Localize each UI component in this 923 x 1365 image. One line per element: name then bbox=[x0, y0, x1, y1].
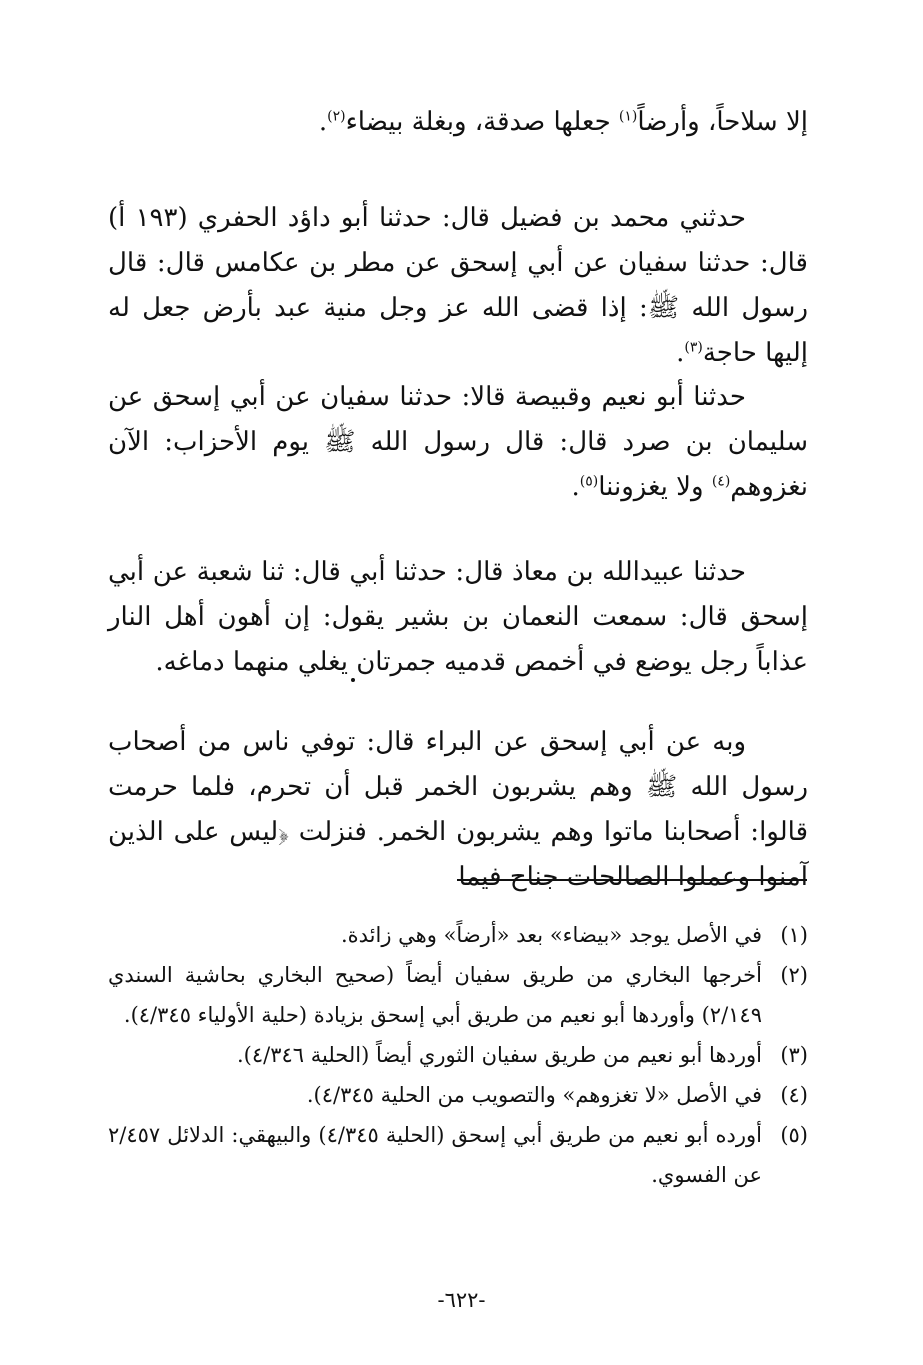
paragraph-4-text: حدثنا عبيدالله بن معاذ قال: حدثنا أبي قال: ثنا شعبة عن أبي إسحق قال: سمعت النعمان بن بشير يقول: إن أهون أهل النار عذاباً رجل يوضع في أخمص قدميه جمرتان يغلي منهما دماغه. bbox=[108, 557, 808, 677]
paragraph-4 bbox=[108, 550, 808, 685]
footnotes bbox=[108, 915, 808, 1195]
footnote-text: في الأصل «لا تغزوهم» والتصويب من الحلية ٤/٣٤٥). bbox=[306, 1083, 762, 1107]
footnote-5 bbox=[108, 1115, 808, 1195]
footnote-number: (٥) bbox=[780, 1123, 808, 1147]
footnote-divider bbox=[457, 879, 807, 881]
paragraph-2-text: حدثني محمد بن فضيل قال: حدثنا أبو داؤد الحفري (١٩٣ أ) قال: حدثنا سفيان عن أبي إسحق عن مطر بن عكامس قال: قال رسول الله ﷺ: إذا قضى الله عز وجل منية عبد بأرض جعل له إليها حاجة bbox=[108, 203, 808, 368]
footnote-text: في الأصل يوجد «بيضاء» بعد «أرضاً» وهي زائدة. bbox=[340, 923, 762, 947]
paragraph-3 bbox=[108, 375, 808, 510]
paragraph-2-end: . bbox=[676, 338, 685, 368]
footnote-text: أورده أبو نعيم من طريق أبي إسحق (الحلية ٤/٣٤٥) والبيهقي: الدلائل ٢/٤٥٧ عن الفسوي. bbox=[108, 1123, 762, 1187]
paragraph-1-text-2: جعلها صدقة، وبغلة بيضاء bbox=[345, 107, 619, 137]
paragraph-2 bbox=[108, 196, 808, 376]
footnote-ref-2: (٢) bbox=[327, 108, 346, 125]
footnote-2 bbox=[108, 955, 808, 1035]
paragraph-5 bbox=[108, 720, 808, 900]
footnote-number: (٤) bbox=[780, 1083, 808, 1107]
footnote-3 bbox=[108, 1035, 808, 1075]
paragraph-3-text: حدثنا أبو نعيم وقبيصة قالا: حدثنا سفيان عن أبي إسحق عن سليمان بن صرد قال: قال رسول الله ﷺ يوم الأحزاب: الآن نغزوهم bbox=[108, 382, 808, 502]
footnote-text: أوردها أبو نعيم من طريق سفيان الثوري أيضاً (الحلية ٤/٣٤٦). bbox=[237, 1043, 762, 1067]
paragraph-3-end: . bbox=[571, 472, 580, 502]
footnote-ref-1: (١) bbox=[618, 108, 638, 125]
paragraph-1-end: . bbox=[318, 107, 328, 137]
footnote-4 bbox=[108, 1075, 808, 1115]
footnote-number: (١) bbox=[780, 923, 808, 947]
paragraph-1-text: إلا سلاحاً، وأرضاً bbox=[637, 107, 808, 137]
footnote-ref-4: (٤) bbox=[711, 473, 731, 490]
footnote-text: أخرجها البخاري من طريق سفيان أيضاً (صحيح البخاري بحاشية السندي ٢/١٤٩) وأوردها أبو نعيم من طريق أبي إسحق بزيادة (حلية الأولياء ٤/٣٤٥). bbox=[108, 963, 762, 1027]
paragraph-3-text-2: ولا يغزوننا bbox=[598, 472, 712, 502]
footnote-number: (٣) bbox=[780, 1043, 808, 1067]
footnote-number: (٢) bbox=[780, 963, 808, 987]
footnote-ref-5: (٥) bbox=[579, 473, 599, 490]
paragraph-5-text: وبه عن أبي إسحق عن البراء قال: توفي ناس من أصحاب رسول الله ﷺ وهم يشربون الخمر قبل أن تحرم، فلما حرمت قالوا: أصحابنا ماتوا وهم يشربون الخمر. فنزلت ﴿ليس على الذين آمنوا وعملوا الصالحات جناح فيما bbox=[108, 727, 808, 892]
footnote-ref-3: (٣) bbox=[684, 339, 703, 356]
paragraph-1 bbox=[108, 100, 808, 145]
footnote-1 bbox=[108, 915, 808, 955]
ink-speck bbox=[351, 678, 355, 682]
page-number: -٦٢٢- bbox=[437, 1288, 486, 1312]
